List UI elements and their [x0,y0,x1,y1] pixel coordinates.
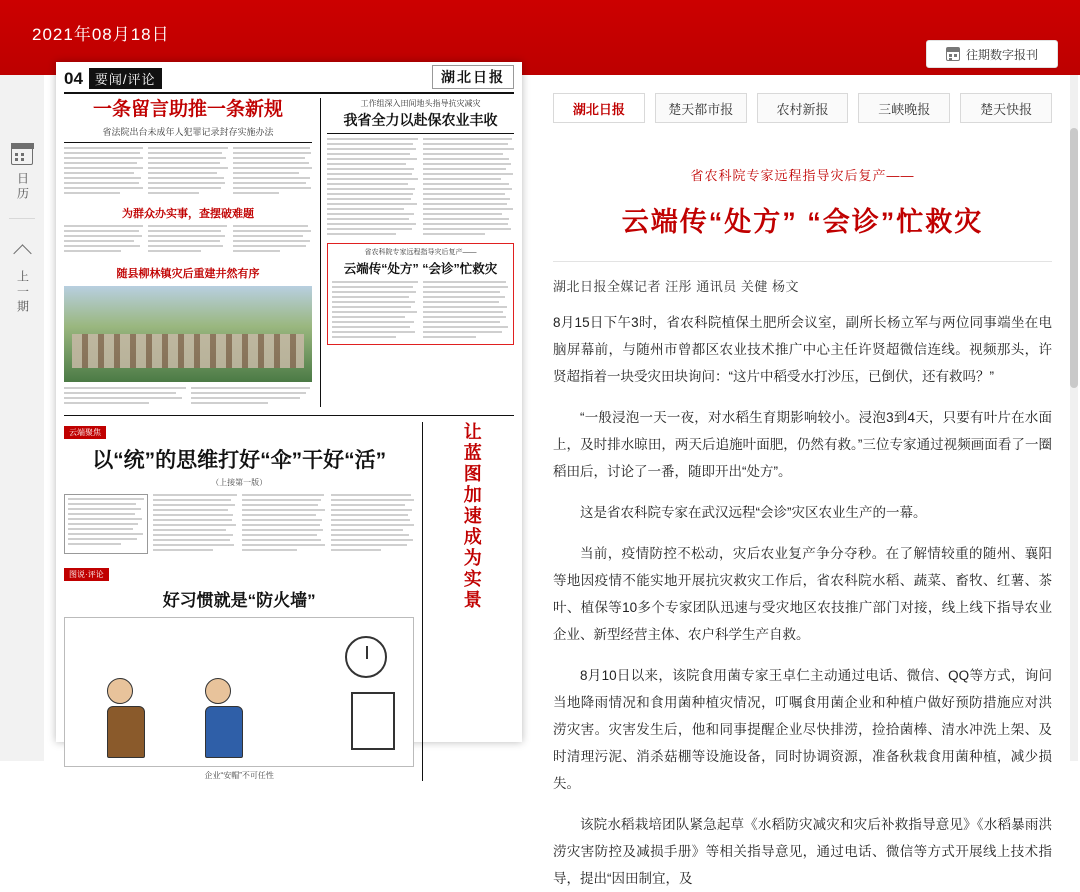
article-text-block [64,147,312,197]
headline-4-title: 为群众办实事，查摆破难题 [122,208,254,220]
sidebar-item-prev-issue[interactable] [0,233,44,315]
section-number: 04 [64,69,83,88]
headline-2-title: 我省全力以赴保农业丰收 [343,112,498,128]
cartoon-caption: 企业“安帽”不可任性 [204,771,274,780]
headline-2-kicker: 工作组深入田间地头指导抗灾减灾 [360,99,481,108]
headline-1-subtitle: 省法院出台未成年人犯罪记录封存实施办法 [102,127,274,137]
calendar-icon [946,47,960,61]
photo-caption-block [64,387,312,407]
newspaper-masthead [64,68,514,94]
left-sidebar [0,75,44,761]
headline-7-title: 让蓝图加速成为实景 [461,422,482,611]
newspaper-page-preview[interactable] [56,62,522,780]
headline-rule [327,133,514,134]
article-text-block [332,281,509,341]
chevron-up-icon [13,244,31,262]
article-paragraph: 这是省农科院专家在武汉远程“会诊”灾区农业生产的一幕。 [580,505,927,520]
section-divider [64,415,514,416]
headline-3-title: 随县柳林镇灾后重建井然有序 [116,268,260,280]
headline-column-left[interactable] [64,98,312,407]
clock-icon [345,636,387,678]
article-paragraph: 8月10日以来，该院食用菌专家王卓仁主动通过电话、微信、QQ等方式，询问当地降雨情况和食用菌种植灾情况，叮嘱食用菌企业和种植户做好预防措施应对洪涝灾害。灾害发生后，他和同事提醒企业尽快排涝，捡拾菌棒、清水冲洗上架、及时清理污泥、消杀菇棚等设施设备，同时协调资源，准备秋栽食用菌种植，减少损失。 [553,668,1052,791]
newspaper-logo: 湖北日报 [432,65,514,89]
archive-issues-label: 往期数字报刊 [965,47,1038,62]
article-text-block [327,138,514,238]
newspaper-page [56,62,522,780]
headline-8-title: 好习惯就是“防火墙” [162,591,316,610]
article-kicker: 省农科院专家远程指导灾后复产—— [690,168,915,183]
headline-rule [64,142,312,143]
newspaper-tabs [553,93,1052,123]
text-column [148,147,227,197]
article-paragraph: 当前，疫情防控不松动，灾后农业复产争分夺秒。在了解情较重的随州、襄阳等地因疫情不能实地开展抗灾救灾工作后，省农科院水稻、蔬菜、畜牧、红薯、茶叶、植保等10多个专家团队迅速与受灾地区农技推广部门对接，线上线下指导农业企业、新型经营主体、农户科学生产自救。 [553,546,1052,642]
section-indicator [64,68,162,89]
text-column [64,147,143,197]
bottom-headline-row [64,422,514,781]
calendar-icon [11,143,33,165]
cartoon-article-block[interactable] [64,564,414,781]
cartoon-board [351,692,395,750]
headline-6-subtitle: （上接第一版） [211,478,268,487]
headline-1-title: 一条留言助推一条新规 [92,99,283,120]
article-text-block [64,225,312,255]
sidebar-divider [9,218,35,219]
newspaper-body [64,98,514,781]
current-date-label: 2021年08月18日 [32,25,170,44]
article-panel [535,75,1080,886]
tab-sanxia-evening[interactable]: 三峡晚报 [858,93,950,123]
news-photo [64,286,312,382]
highlighted-article-title: 云端传“处方” “会诊”忙救灾 [343,262,498,276]
page-scrollbar-thumb[interactable] [1070,128,1078,388]
headline-6-title: 以“统”的思维打好“伞”干好“活” [92,449,387,472]
cartoon-figure [205,678,243,758]
tab-chutian-express[interactable]: 楚天快报 [960,93,1052,123]
sidebar-item-prev-issue-label: 上一期 [15,270,30,315]
highlighted-article-box[interactable] [327,243,514,345]
article-paragraph: 该院水稻栽培团队紧急起草《水稻防灾减灾和灾后补救指导意见》《水稻暴雨洪涝灾害防控及减损手册》等相关指导意见，通过电话、微信等方式开展线上技术指导，提出“因田制宜，及 [553,817,1052,886]
sidebar-item-calendar[interactable] [0,133,44,202]
tab-chutian-metropolis[interactable]: 楚天都市报 [655,93,747,123]
photo-detail [72,334,304,368]
archive-issues-button[interactable] [926,40,1058,68]
section-name: 要闻/评论 [89,68,162,89]
section-banner: 图说·评论 [64,568,109,581]
headline-column-right[interactable] [320,98,514,407]
highlighted-article-kicker: 省农科院专家远程指导灾后复产—— [364,249,477,256]
section-banner: 云端聚焦 [64,426,106,439]
bottom-article-column[interactable] [64,422,414,781]
tab-rural-news[interactable]: 农村新报 [757,93,849,123]
article-text-block [64,494,414,554]
cartoon-figure [107,678,145,758]
tab-hubei-daily[interactable]: 湖北日报 [553,93,645,123]
article-divider [553,261,1052,262]
editorial-cartoon [64,617,414,767]
text-column [233,147,312,197]
article-byline: 湖北日报全媒记者 汪彤 通讯员 关健 杨文 [553,279,799,294]
vertical-headline-column[interactable] [422,422,514,781]
photo-article-block[interactable] [64,265,312,407]
sub-article-block[interactable] [64,205,312,255]
sidebar-note-box [64,494,148,554]
top-headline-row [64,98,514,407]
article-paragraph: 8月15日下午3时，省农科院植保土肥所会议室，副所长杨立军与两位同事端坐在电脑屏幕前，与随州市曾都区农业技术推广中心主任许贤超微信连线。视频那头，许贤超指着一块受灾田块询问：“这片中稻受水打沙压，已倒伏，还有救吗？” [553,315,1052,384]
article-paragraph: “一般浸泡一天一夜，对水稻生育期影响较小。浸泡3到4天，只要有叶片在水面上，及时排水晾田，两天后追施叶面肥，仍然有救。”三位专家通过视频画面看了一圈稻田后，讨论了一番，随即开出“处方”。 [553,410,1052,479]
sidebar-item-calendar-label: 日历 [15,172,30,202]
article-title: 云端传“处方” “会诊”忙救灾 [621,207,984,237]
